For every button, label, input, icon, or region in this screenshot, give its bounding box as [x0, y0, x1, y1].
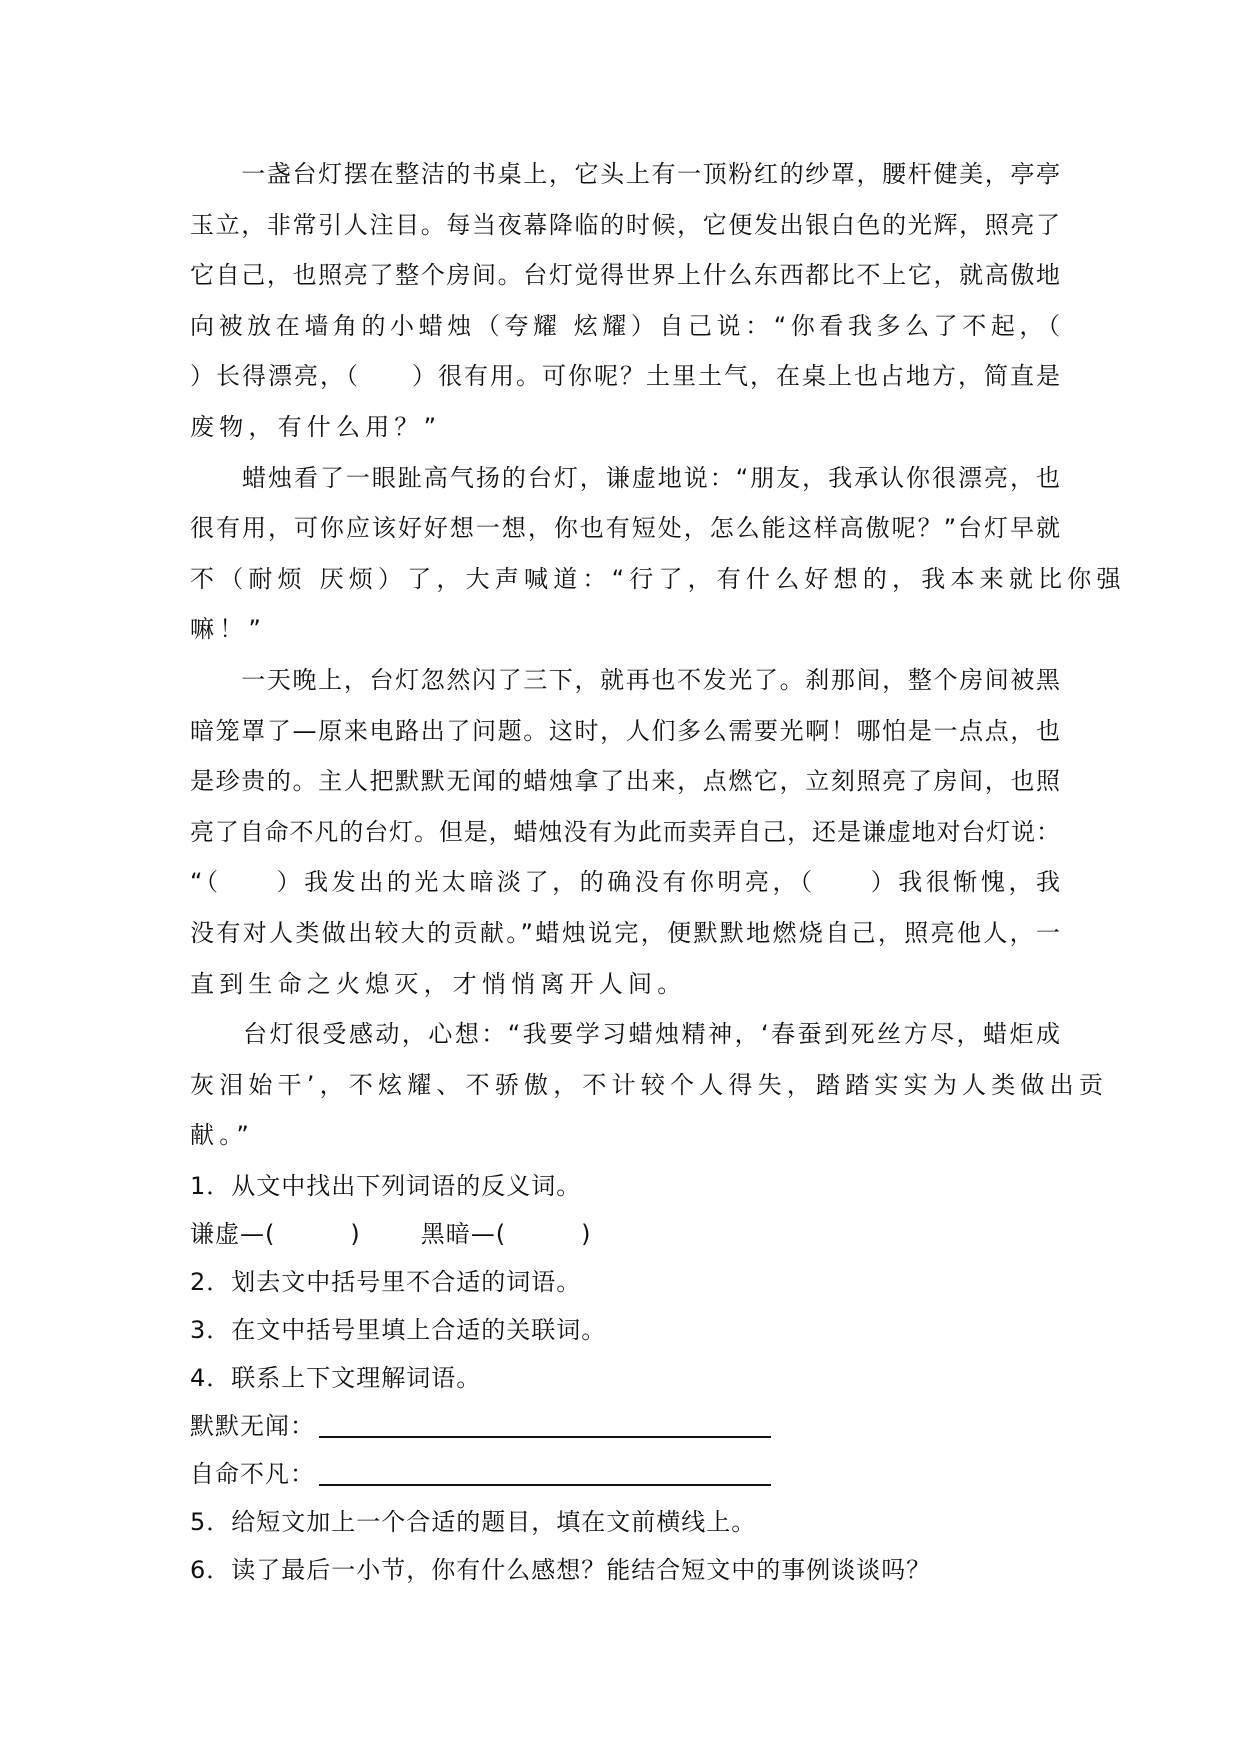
question-1-answers: [190, 1222, 591, 1246]
passage-line: 亮了自命不凡的台灯。但是，蜡烛没有为此而卖弄自己，还是谦虚地对台灯说：: [190, 818, 1060, 846]
question-4-item-zimingbufan: [190, 1462, 771, 1486]
passage-line: 台灯很受感动，心想：“我要学习蜡烛精神，‘春蚕到死丝方尽，蜡炬成: [190, 1020, 1060, 1048]
answer-line: [319, 1416, 771, 1438]
passage-line: 献。”: [190, 1121, 255, 1149]
passage-line: ）长得漂亮，（ ）很有用。可你呢？土里土气，在桌上也占地方，简直是: [190, 362, 1060, 390]
passage-line: “（ ）我发出的光太暗淡了，的确没有你明亮，（ ）我很惭愧，我: [190, 868, 1060, 896]
question-4-item-momowuwen: [190, 1414, 771, 1438]
passage-line: 它自己，也照亮了整个房间。台灯觉得世界上什么东西都比不上它，就高傲地: [190, 261, 1060, 289]
term-label: 自命不凡：: [190, 1460, 315, 1488]
question-6: 6．读了最后一小节，你有什么感想？能结合短文中的事例谈谈吗？: [190, 1556, 932, 1584]
passage-line: 玉立，非常引人注目。每当夜幕降临的时候，它便发出银白色的光辉，照亮了: [190, 211, 1060, 239]
question-3: 3．在文中括号里填上合适的关联词。: [190, 1316, 607, 1344]
passage-line: 向被放在墙角的小蜡烛（夸耀 炫耀）自己说：“你看我多么了不起，（: [190, 312, 1060, 340]
question-4: 4．联系上下文理解词语。: [190, 1364, 482, 1392]
question-5: 5．给短文加上一个合适的题目，填在文前横线上。: [190, 1508, 757, 1536]
question-2: 2．划去文中括号里不合适的词语。: [190, 1268, 582, 1296]
antonym-qianxu: 谦虚—( ): [190, 1220, 361, 1248]
antonym-heian: 黑暗—( ): [420, 1220, 592, 1248]
passage-line: 暗笼罩了—原来电路出了问题。这时，人们多么需要光啊！哪怕是一点点，也: [190, 717, 1060, 745]
passage-line: 一盏台灯摆在整洁的书桌上，它头上有一顶粉红的纱罩，腰杆健美，亭亭: [190, 160, 1060, 188]
question-1: 1．从文中找出下列词语的反义词。: [190, 1172, 582, 1200]
passage-line: 一天晚上，台灯忽然闪了三下，就再也不发光了。刹那间，整个房间被黑: [190, 666, 1060, 694]
term-label: 默默无闻：: [190, 1412, 315, 1440]
passage-line: 是珍贵的。主人把默默无闻的蜡烛拿了出来，点燃它，立刻照亮了房间，也照: [190, 767, 1060, 795]
passage-line: 不（耐烦 厌烦）了，大声喊道：“行了，有什么好想的，我本来就比你强: [190, 565, 1126, 593]
passage-line: 很有用，可你应该好好想一想，你也有短处，怎么能这样高傲呢？”台灯早就: [190, 514, 1060, 542]
passage-line: 直到生命之火熄灭，才悄悄离开人间。: [190, 970, 687, 998]
passage-line: 蜡烛看了一眼趾高气扬的台灯，谦虚地说：“朋友，我承认你很漂亮，也: [190, 464, 1060, 492]
passage-line: 嘛！”: [190, 615, 267, 643]
answer-line: [319, 1464, 771, 1486]
passage-line: 没有对人类做出较大的贡献。”蜡烛说完，便默默地燃烧自己，照亮他人，一: [190, 919, 1060, 947]
passage-line: 废物，有什么用？”: [190, 413, 442, 441]
passage-line: 灰泪始干’，不炫耀、不骄傲，不计较个人得失，踏踏实实为人类做出贡: [190, 1071, 1109, 1099]
